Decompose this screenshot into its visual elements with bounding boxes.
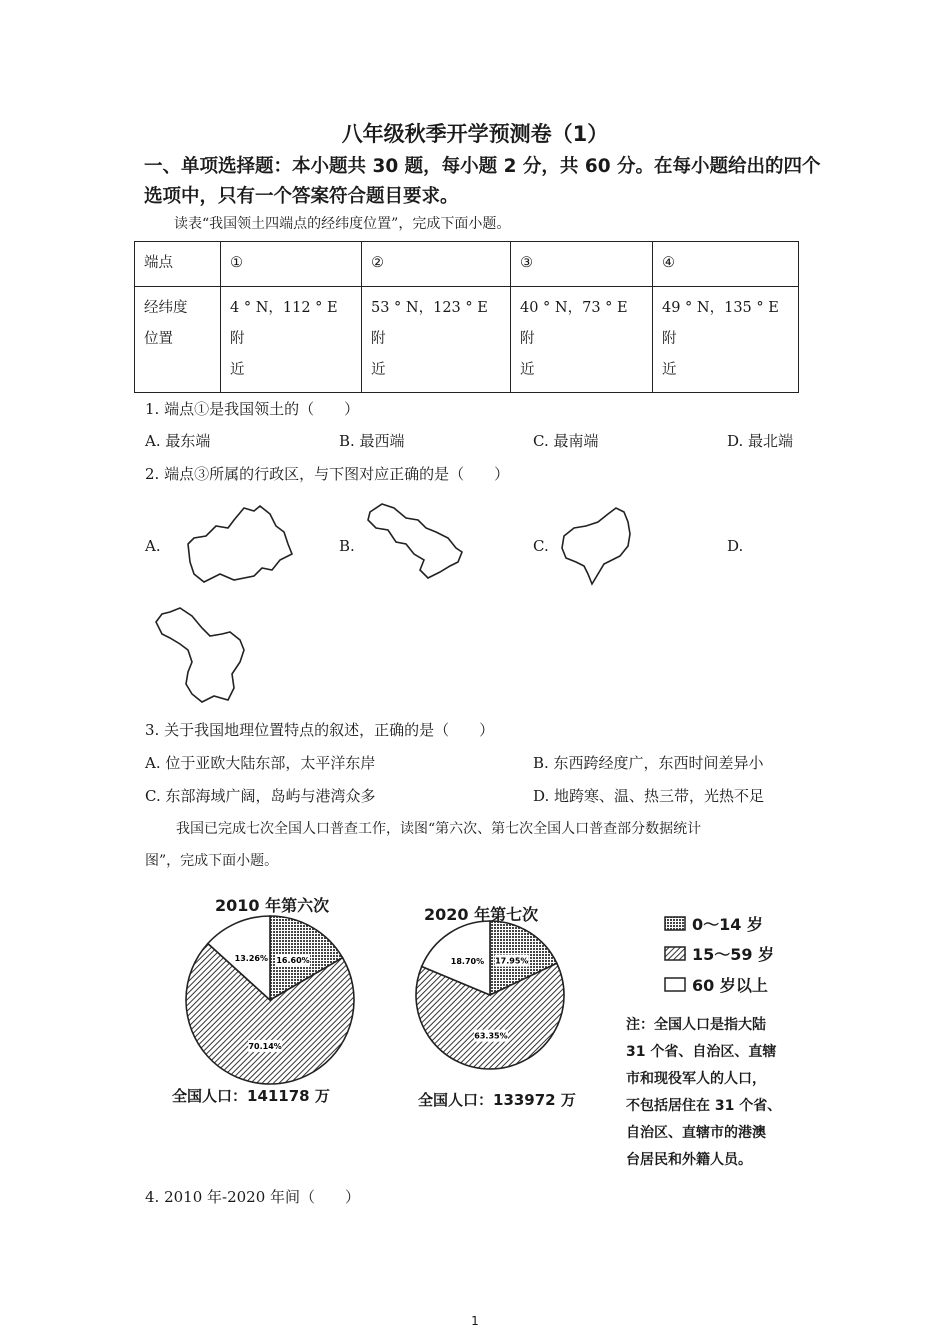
pie-2020-population: 全国人口：133972 万 [418,1091,576,1109]
question-2-label-c: C. [533,537,549,555]
census-intro-line1: 我国已完成七次全国人口普查工作，读图“第六次、第七次全国人口普查部分数据统计 [176,821,702,837]
note-line: 市和现役军人的人口， [626,1071,766,1087]
pie-2010-population: 全国人口：141178 万 [172,1087,330,1105]
table-intro: 读表“我国领土四端点的经纬度位置”，完成下面小题。 [174,216,511,232]
pie-value-label: 70.14% [248,1041,282,1051]
question-2-label-a: A. [145,537,161,555]
table-header-cell: ② [362,242,511,287]
census-note [626,1012,806,1174]
pie-value-label: 13.26% [234,953,268,963]
note-line: 台居民和外籍人员。 [626,1152,752,1168]
table-header-cell: ④ [653,242,799,287]
province-outline-d [152,604,252,704]
table-cell: 40 ° N，73 ° E 附 近 [511,287,653,393]
pie-2020-title: 2020 年第七次 [424,905,539,924]
census-intro-line2: 图”，完成下面小题。 [145,853,279,869]
question-2-stem: 2. 端点③所属的行政区，与下图对应正确的是（ ） [145,465,510,483]
pie-chart-2010 [180,910,360,1090]
province-outline-c [556,504,640,586]
table-header-cell: ① [221,242,362,287]
table-header-cell: ③ [511,242,653,287]
question-3-option-c: C. 东部海域广阔，岛屿与港湾众多 [145,787,376,805]
table-row [135,287,799,393]
page-title: 八年级秋季开学预测卷（1） [341,122,609,146]
section-heading-line2: 选项中，只有一个答案符合题目要求。 [144,186,459,207]
legend-label-0-14: 0～14 岁 [692,915,763,934]
question-1-option-b: B. 最西端 [339,432,405,450]
pie-value-label: 18.70% [450,957,485,967]
province-outline-b [364,500,484,580]
extreme-points-table [134,241,799,393]
legend-swatch-0-14 [664,916,688,932]
question-3-option-a: A. 位于亚欧大陆东部，太平洋东岸 [145,754,376,772]
legend-label-60-plus: 60 岁以上 [692,976,768,995]
legend-swatch-60-plus [664,977,688,993]
question-3-option-b: B. 东西跨经度广，东西时间差异小 [533,754,764,772]
question-2-label-d: D. [727,537,744,555]
table-cell: 49 ° N，135 ° E 附 近 [653,287,799,393]
legend-swatch-15-59 [664,946,688,962]
question-1-option-a: A. 最东端 [145,432,211,450]
pie-value-label: 16.60% [276,955,310,965]
pie-2010-title: 2010 年第六次 [215,896,330,915]
note-line: 不包括居住在 31 个省、 [626,1098,782,1114]
legend-label-15-59: 15～59 岁 [692,945,775,964]
page-number: 1 [471,1314,479,1328]
question-1-option-d: D. 最北端 [727,432,794,450]
note-line: 注：全国人口是指大陆 [626,1017,766,1033]
question-4-stem: 4. 2010 年-2020 年间（ ） [145,1188,361,1206]
question-3-option-d: D. 地跨寒、温、热三带，光热不足 [533,787,765,805]
table-cell: 4 ° N，112 ° E 附 近 [221,287,362,393]
section-heading-line1: 一、单项选择题：本小题共 30 题，每小题 2 分，共 60 分。在每小题给出的四个 [144,156,821,177]
table-row-label: 经纬度 位置 [135,287,221,393]
pie-value-label: 17.95% [495,956,529,966]
note-line: 自治区、直辖市的港澳 [626,1125,766,1141]
question-1-stem: 1. 端点①是我国领土的（ ） [145,400,360,418]
table-cell: 53 ° N，123 ° E 附 近 [362,287,511,393]
table-header-row [135,242,799,287]
question-2-label-b: B. [339,537,355,555]
province-outline-a [180,502,300,586]
question-1-option-c: C. 最南端 [533,432,599,450]
pie-value-label: 63.35% [474,1031,508,1041]
note-line: 31 个省、自治区、直辖 [626,1044,777,1060]
question-3-stem: 3. 关于我国地理位置特点的叙述，正确的是（ ） [145,721,495,739]
pie-chart-2020 [410,915,570,1075]
table-header-cell: 端点 [135,242,221,287]
